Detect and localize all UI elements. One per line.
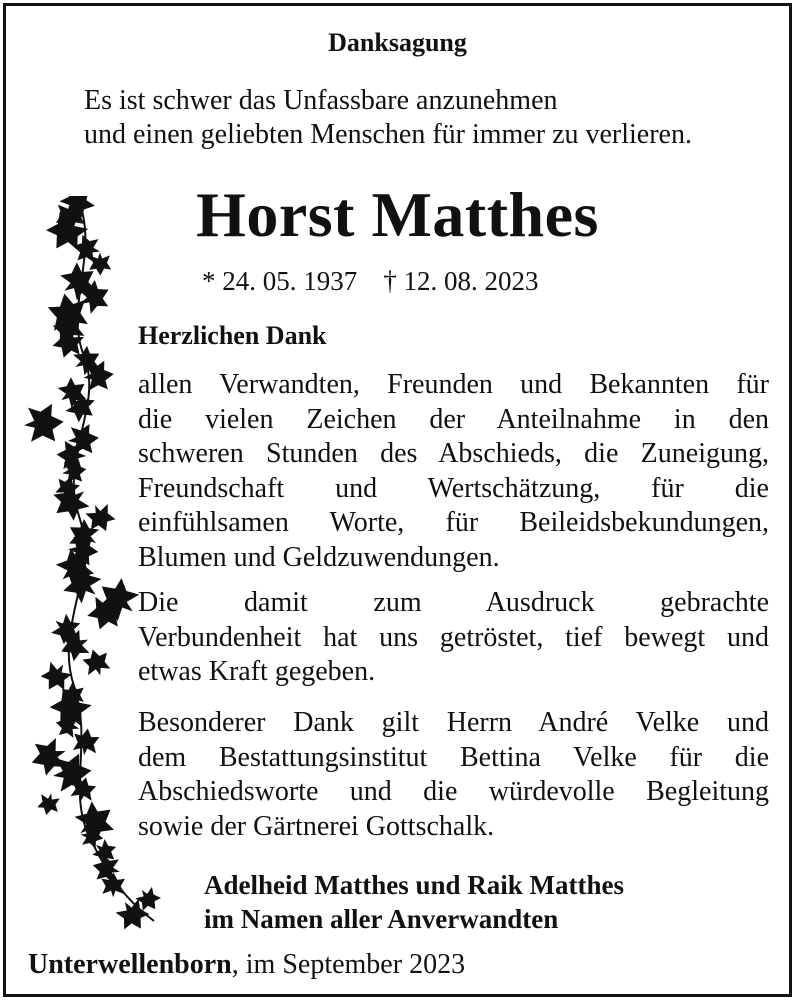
notice-heading: Danksagung bbox=[328, 28, 467, 57]
quote-line-1: Es ist schwer das Unfassbare anzunehmen bbox=[84, 85, 558, 116]
ivy-leaf bbox=[24, 404, 64, 443]
ivy-leaf bbox=[72, 727, 100, 756]
thanks-paragraph-3 bbox=[138, 706, 769, 844]
paragraph-line: die vielen Zeichen der Anteilnahme in den bbox=[138, 403, 769, 435]
date-text: , im September 2023 bbox=[231, 949, 466, 980]
ivy-leaf bbox=[90, 853, 122, 884]
paragraph-line: dem Bestattungsinstitut Bettina Velke für die bbox=[138, 741, 769, 773]
paragraph-line: etwas Kraft gegeben. bbox=[138, 656, 376, 687]
signature-line-1: Adelheid Matthes und Raik Matthes bbox=[204, 870, 625, 900]
paragraph-line: Die damit zum Ausdruck gebrachte bbox=[138, 587, 769, 618]
quote-line-2: und einen geliebten Menschen für immer zu verlieren. bbox=[84, 119, 692, 150]
paragraph-line: Abschiedsworte und die würdevolle Begleitung bbox=[138, 776, 769, 807]
ivy-vine-decoration bbox=[24, 196, 174, 936]
place-name: Unterwellenborn bbox=[28, 949, 232, 980]
paragraph-line: Verbundenheit hat uns getröstet, tief bewegt und bbox=[138, 621, 769, 653]
thanks-paragraph-1 bbox=[138, 368, 769, 575]
thanks-paragraph-2 bbox=[138, 586, 769, 690]
paragraph-line: Blumen und Geldzuwendungen. bbox=[138, 541, 500, 573]
paragraph-line: Besonderer Dank gilt Herrn André Velke und bbox=[138, 707, 769, 738]
paragraph-line: allen Verwandten, Freunden und Bekannten für bbox=[138, 369, 769, 400]
ivy-leaf bbox=[83, 360, 115, 391]
thanks-heading: Herzlichen Dank bbox=[138, 321, 327, 350]
life-dates bbox=[202, 266, 539, 297]
paragraph-line: sowie der Gärtnerei Gottschalk. bbox=[138, 810, 495, 842]
death-date: † 12. 08. 2023 bbox=[383, 266, 539, 296]
ivy-leaf bbox=[36, 792, 60, 817]
obituary-notice bbox=[3, 3, 792, 997]
deceased-name: Horst Matthes bbox=[196, 179, 599, 250]
ivy-leaf bbox=[47, 480, 93, 525]
paragraph-line: schweren Stunden des Abschieds, die Zuneigung, bbox=[138, 438, 769, 469]
signature-line-2: im Namen aller Anverwandten bbox=[204, 904, 559, 934]
place-and-date bbox=[28, 949, 465, 981]
paragraph-line: einfühlsamen Worte, für Beileidsbekundungen, bbox=[138, 507, 769, 538]
paragraph-line: Freundschaft und Wertschätzung, für die bbox=[138, 472, 769, 504]
birth-date: * 24. 05. 1937 bbox=[202, 266, 358, 296]
